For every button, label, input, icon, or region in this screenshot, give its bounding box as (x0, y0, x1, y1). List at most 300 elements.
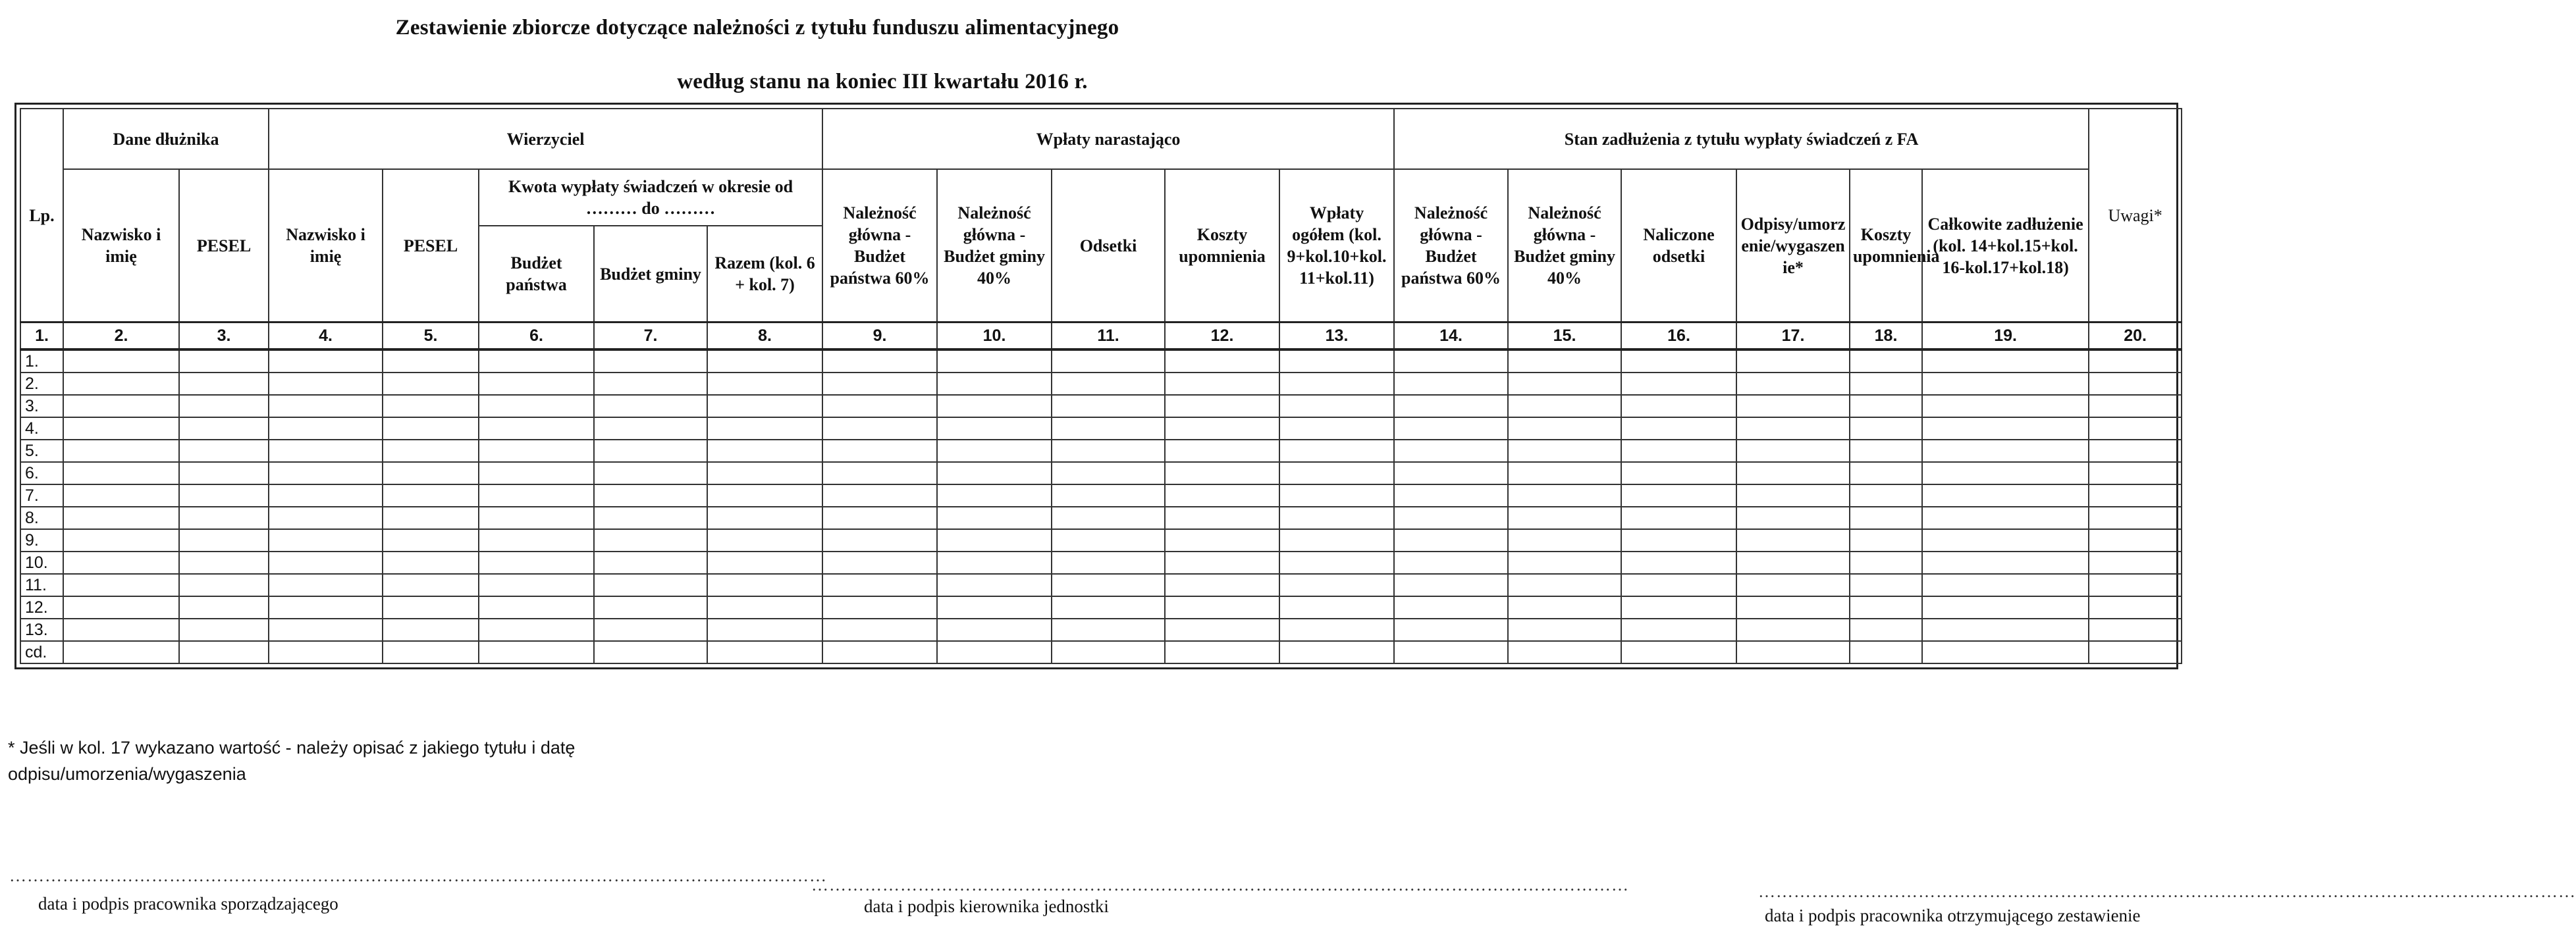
table-cell[interactable] (1165, 417, 1279, 440)
table-cell[interactable] (822, 373, 937, 395)
table-cell[interactable] (269, 484, 383, 507)
table-cell[interactable] (1165, 529, 1279, 552)
table-cell[interactable] (383, 484, 479, 507)
table-cell[interactable] (269, 462, 383, 484)
table-cell[interactable] (179, 507, 269, 529)
table-cell[interactable] (1165, 507, 1279, 529)
signature-line-recipient: ………………………………………………………………………………………………………………………… (1758, 882, 2576, 901)
table-cell[interactable] (1165, 395, 1279, 417)
header-debt-commune-budget: Należność główna - Budżet gminy 40% (1508, 169, 1621, 322)
table-cell[interactable] (1850, 373, 1922, 395)
table-cell[interactable] (1922, 641, 2089, 663)
table-cell[interactable] (937, 507, 1052, 529)
table-cell[interactable] (1508, 596, 1621, 619)
table-cell[interactable] (1736, 440, 1850, 462)
table-cell[interactable] (1394, 395, 1508, 417)
table-cell[interactable] (1922, 349, 2089, 373)
table-cell[interactable] (1279, 619, 1394, 641)
table-cell[interactable] (1052, 507, 1165, 529)
table-cell[interactable] (937, 373, 1052, 395)
table-cell[interactable] (179, 440, 269, 462)
table-cell[interactable] (2089, 373, 2182, 395)
table-cell[interactable] (1165, 373, 1279, 395)
table-cell[interactable] (63, 395, 179, 417)
table-cell[interactable] (63, 619, 179, 641)
table-cell[interactable] (479, 417, 594, 440)
column-number: 2. (63, 322, 179, 350)
table-cell[interactable] (1508, 373, 1621, 395)
table-cell[interactable] (594, 349, 707, 373)
table-cell[interactable] (1922, 440, 2089, 462)
table-cell[interactable] (1165, 440, 1279, 462)
table-cell[interactable] (1736, 596, 1850, 619)
table-cell[interactable] (1922, 619, 2089, 641)
table-cell[interactable] (479, 440, 594, 462)
table-cell[interactable] (479, 373, 594, 395)
table-cell[interactable] (822, 484, 937, 507)
table-cell[interactable] (179, 395, 269, 417)
table-cell[interactable] (1850, 462, 1922, 484)
table-cell[interactable] (383, 417, 479, 440)
table-cell[interactable] (937, 462, 1052, 484)
table-cell[interactable] (1052, 641, 1165, 663)
table-cell[interactable] (707, 641, 822, 663)
table-cell[interactable] (1621, 373, 1736, 395)
table-cell[interactable] (1052, 552, 1165, 574)
table-cell[interactable] (269, 417, 383, 440)
column-number: 13. (1279, 322, 1394, 350)
table-cell[interactable] (479, 596, 594, 619)
table-cell[interactable] (1508, 462, 1621, 484)
table-cell[interactable] (2089, 641, 2182, 663)
table-cell[interactable] (1508, 417, 1621, 440)
table-cell[interactable] (2089, 395, 2182, 417)
table-cell[interactable] (1165, 552, 1279, 574)
table-cell[interactable] (1922, 373, 2089, 395)
table-cell[interactable] (822, 619, 937, 641)
table-cell[interactable] (1850, 574, 1922, 596)
table-cell[interactable] (1279, 462, 1394, 484)
table-cell[interactable] (594, 440, 707, 462)
table-cell[interactable] (1736, 619, 1850, 641)
table-cell[interactable] (1394, 529, 1508, 552)
table-cell[interactable] (179, 349, 269, 373)
table-cell[interactable] (2089, 462, 2182, 484)
signature-label-head: data i podpis kierownika jednostki (864, 896, 1109, 916)
row-number: 11. (20, 574, 63, 596)
table-cell[interactable] (1052, 574, 1165, 596)
table-cell[interactable] (1052, 349, 1165, 373)
table-cell[interactable] (1736, 462, 1850, 484)
table-cell[interactable] (1922, 507, 2089, 529)
table-cell[interactable] (1736, 507, 1850, 529)
table-cell[interactable] (707, 619, 822, 641)
table-cell[interactable] (179, 529, 269, 552)
table-cell[interactable] (1922, 417, 2089, 440)
table-cell[interactable] (1850, 529, 1922, 552)
table-cell[interactable] (1508, 552, 1621, 574)
table-cell[interactable] (63, 552, 179, 574)
table-cell[interactable] (707, 484, 822, 507)
table-cell[interactable] (383, 619, 479, 641)
table-cell[interactable] (1850, 395, 1922, 417)
table-cell[interactable] (1508, 574, 1621, 596)
header-benefit-commune-budget: Budżet gminy (594, 226, 707, 322)
table-cell[interactable] (383, 349, 479, 373)
table-cell[interactable] (2089, 596, 2182, 619)
table-cell[interactable] (1165, 596, 1279, 619)
table-cell[interactable] (1052, 596, 1165, 619)
table-cell[interactable] (1165, 574, 1279, 596)
table-cell[interactable] (1736, 574, 1850, 596)
table-cell[interactable] (707, 529, 822, 552)
row-number: 13. (20, 619, 63, 641)
table-cell[interactable] (63, 440, 179, 462)
table-cell[interactable] (1508, 619, 1621, 641)
table-cell[interactable] (1922, 462, 2089, 484)
table-cell[interactable] (822, 462, 937, 484)
table-cell[interactable] (822, 552, 937, 574)
table-cell[interactable] (1736, 349, 1850, 373)
table-cell[interactable] (479, 395, 594, 417)
table-cell[interactable] (1850, 552, 1922, 574)
header-group-creditor: Wierzyciel (269, 109, 822, 169)
table-cell[interactable] (1279, 507, 1394, 529)
table-cell[interactable] (594, 641, 707, 663)
table-cell[interactable] (707, 507, 822, 529)
table-cell[interactable] (1508, 349, 1621, 373)
table-cell[interactable] (269, 440, 383, 462)
table-cell[interactable] (822, 395, 937, 417)
table-cell[interactable] (1165, 641, 1279, 663)
table-cell[interactable] (822, 417, 937, 440)
table-cell[interactable] (1394, 417, 1508, 440)
table-cell[interactable] (1922, 529, 2089, 552)
table-cell[interactable] (2089, 574, 2182, 596)
table-cell[interactable] (594, 395, 707, 417)
table-cell[interactable] (1508, 484, 1621, 507)
table-cell[interactable] (1052, 619, 1165, 641)
table-cell[interactable] (707, 462, 822, 484)
table-cell[interactable] (937, 349, 1052, 373)
table-cell[interactable] (269, 596, 383, 619)
table-cell[interactable] (1621, 552, 1736, 574)
table-cell[interactable] (594, 373, 707, 395)
table-cell[interactable] (594, 462, 707, 484)
table-cell[interactable] (1508, 440, 1621, 462)
table-cell[interactable] (1052, 529, 1165, 552)
table-cell[interactable] (1279, 440, 1394, 462)
table-cell[interactable] (1279, 596, 1394, 619)
table-cell[interactable] (479, 574, 594, 596)
table-cell[interactable] (383, 641, 479, 663)
table-cell[interactable] (63, 529, 179, 552)
table-cell[interactable] (269, 619, 383, 641)
table-cell[interactable] (269, 395, 383, 417)
table-cell[interactable] (937, 484, 1052, 507)
table-cell[interactable] (1850, 641, 1922, 663)
table-cell[interactable] (383, 529, 479, 552)
table-cell[interactable] (1394, 574, 1508, 596)
row-number: cd. (20, 641, 63, 663)
footnote (8, 735, 930, 787)
header-creditor-name: Nazwisko i imię (269, 169, 383, 322)
table-cell[interactable] (2089, 349, 2182, 373)
table-cell[interactable] (707, 395, 822, 417)
table-cell[interactable] (1621, 462, 1736, 484)
table-row (20, 552, 2182, 574)
table-cell[interactable] (1279, 529, 1394, 552)
table-cell[interactable] (2089, 507, 2182, 529)
table-cell[interactable] (1850, 507, 1922, 529)
table-cell[interactable] (1621, 507, 1736, 529)
table-cell[interactable] (1052, 395, 1165, 417)
table-cell[interactable] (2089, 552, 2182, 574)
table-cell[interactable] (1850, 349, 1922, 373)
header-remarks: Uwagi* (2089, 109, 2182, 322)
table-cell[interactable] (63, 484, 179, 507)
table-cell[interactable] (707, 552, 822, 574)
table-cell[interactable] (1736, 552, 1850, 574)
table-cell[interactable] (1736, 484, 1850, 507)
table-cell[interactable] (383, 440, 479, 462)
table-cell[interactable] (1621, 440, 1736, 462)
table-cell[interactable] (479, 529, 594, 552)
table-cell[interactable] (269, 552, 383, 574)
table-cell[interactable] (1052, 440, 1165, 462)
table-cell[interactable] (1508, 529, 1621, 552)
table-cell[interactable] (269, 574, 383, 596)
table-cell[interactable] (63, 596, 179, 619)
header-payment-state-budget: Należność główna - Budżet państwa 60% (822, 169, 937, 322)
table-cell[interactable] (1850, 596, 1922, 619)
table-cell[interactable] (707, 596, 822, 619)
table-cell[interactable] (1279, 373, 1394, 395)
table-cell[interactable] (1394, 507, 1508, 529)
table-cell[interactable] (1279, 574, 1394, 596)
table-cell[interactable] (822, 641, 937, 663)
table-cell[interactable] (1165, 349, 1279, 373)
table-cell[interactable] (937, 417, 1052, 440)
table-cell[interactable] (1165, 462, 1279, 484)
table-cell[interactable] (1394, 462, 1508, 484)
table-cell[interactable] (269, 373, 383, 395)
table-cell[interactable] (1165, 484, 1279, 507)
table-cell[interactable] (1621, 395, 1736, 417)
signature-label-preparer: data i podpis pracownika sporządzającego (38, 894, 338, 914)
table-cell[interactable] (1279, 417, 1394, 440)
table-cell[interactable] (383, 373, 479, 395)
table-cell[interactable] (937, 395, 1052, 417)
table-cell[interactable] (1922, 596, 2089, 619)
table-cell[interactable] (1922, 484, 2089, 507)
table-cell[interactable] (1279, 484, 1394, 507)
table-cell[interactable] (1394, 484, 1508, 507)
table-cell[interactable] (594, 417, 707, 440)
table-cell[interactable] (1394, 552, 1508, 574)
table-cell[interactable] (937, 596, 1052, 619)
table-cell[interactable] (594, 552, 707, 574)
table-cell[interactable] (1621, 596, 1736, 619)
table-cell[interactable] (1736, 529, 1850, 552)
table-cell[interactable] (383, 596, 479, 619)
table-cell[interactable] (2089, 440, 2182, 462)
table-cell[interactable] (1621, 349, 1736, 373)
table-cell[interactable] (594, 596, 707, 619)
table-cell[interactable] (1052, 373, 1165, 395)
table-cell[interactable] (479, 641, 594, 663)
row-number: 1. (20, 349, 63, 373)
table-cell[interactable] (479, 619, 594, 641)
table-cell[interactable] (937, 574, 1052, 596)
table-cell[interactable] (1922, 395, 2089, 417)
table-cell[interactable] (1394, 440, 1508, 462)
table-cell[interactable] (1850, 440, 1922, 462)
table-cell[interactable] (479, 552, 594, 574)
table-row (20, 395, 2182, 417)
table-cell[interactable] (479, 484, 594, 507)
table-cell[interactable] (937, 641, 1052, 663)
table-cell[interactable] (179, 596, 269, 619)
table-cell[interactable] (1621, 574, 1736, 596)
table-cell[interactable] (594, 507, 707, 529)
table-cell[interactable] (822, 574, 937, 596)
row-number: 10. (20, 552, 63, 574)
document-title: Zestawienie zbiorcze dotyczące należności z tytułu funduszu alimentacyjnego (395, 16, 1119, 39)
table-cell[interactable] (1621, 619, 1736, 641)
table-cell[interactable] (179, 462, 269, 484)
table-cell[interactable] (269, 507, 383, 529)
table-cell[interactable] (1394, 349, 1508, 373)
table-cell[interactable] (179, 574, 269, 596)
table-cell[interactable] (707, 373, 822, 395)
table-cell[interactable] (269, 349, 383, 373)
table-cell[interactable] (479, 462, 594, 484)
signature-line-preparer: ………………………………………………………………………………………………………………………… (9, 866, 827, 885)
header-group-payments: Wpłaty narastająco (822, 109, 1394, 169)
column-number: 20. (2089, 322, 2182, 350)
table-cell[interactable] (63, 462, 179, 484)
table-cell[interactable] (822, 529, 937, 552)
table-cell[interactable] (383, 462, 479, 484)
table-cell[interactable] (1850, 484, 1922, 507)
table-cell[interactable] (2089, 529, 2182, 552)
table-cell[interactable] (63, 349, 179, 373)
table-cell[interactable] (479, 349, 594, 373)
column-number: 12. (1165, 322, 1279, 350)
table-cell[interactable] (1279, 641, 1394, 663)
table-cell[interactable] (179, 552, 269, 574)
table-cell[interactable] (822, 440, 937, 462)
table-cell[interactable] (1621, 484, 1736, 507)
table-cell[interactable] (707, 440, 822, 462)
table-cell[interactable] (63, 417, 179, 440)
table-cell[interactable] (1621, 641, 1736, 663)
table-cell[interactable] (707, 574, 822, 596)
table-cell[interactable] (2089, 484, 2182, 507)
table-cell[interactable] (937, 552, 1052, 574)
table-cell[interactable] (937, 619, 1052, 641)
table-cell[interactable] (1736, 417, 1850, 440)
table-cell[interactable] (63, 574, 179, 596)
table-row (20, 349, 2182, 373)
table-cell[interactable] (479, 507, 594, 529)
table-cell[interactable] (1736, 373, 1850, 395)
table-cell[interactable] (2089, 417, 2182, 440)
table-cell[interactable] (63, 507, 179, 529)
table-cell[interactable] (383, 574, 479, 596)
header-benefit-state-budget: Budżet państwa (479, 226, 594, 322)
table-cell[interactable] (179, 619, 269, 641)
column-number: 6. (479, 322, 594, 350)
table-cell[interactable] (179, 373, 269, 395)
table-cell[interactable] (1052, 417, 1165, 440)
table-cell[interactable] (1736, 641, 1850, 663)
table-cell[interactable] (1052, 484, 1165, 507)
table-cell[interactable] (269, 641, 383, 663)
table-cell[interactable] (179, 417, 269, 440)
column-number: 10. (937, 322, 1052, 350)
table-cell[interactable] (1279, 395, 1394, 417)
table-cell[interactable] (63, 373, 179, 395)
row-number: 9. (20, 529, 63, 552)
table-cell[interactable] (594, 574, 707, 596)
table-cell[interactable] (1922, 552, 2089, 574)
table-cell[interactable] (1165, 619, 1279, 641)
table-cell[interactable] (1850, 619, 1922, 641)
table-cell[interactable] (1279, 349, 1394, 373)
table-cell[interactable] (63, 641, 179, 663)
table-cell[interactable] (1621, 529, 1736, 552)
table-cell[interactable] (383, 507, 479, 529)
table-cell[interactable] (822, 507, 937, 529)
table-row (20, 529, 2182, 552)
table-cell[interactable] (822, 349, 937, 373)
table-cell[interactable] (1394, 619, 1508, 641)
table-cell[interactable] (1922, 574, 2089, 596)
table-cell[interactable] (1394, 373, 1508, 395)
table-cell[interactable] (1621, 417, 1736, 440)
table-cell[interactable] (707, 417, 822, 440)
table-cell[interactable] (1508, 395, 1621, 417)
table-cell[interactable] (179, 641, 269, 663)
table-cell[interactable] (937, 440, 1052, 462)
table-cell[interactable] (594, 619, 707, 641)
table-cell[interactable] (1279, 552, 1394, 574)
table-cell[interactable] (1736, 395, 1850, 417)
table-cell[interactable] (1394, 596, 1508, 619)
table-cell[interactable] (937, 529, 1052, 552)
header-debt-writeoffs: Odpisy/umorzenie/wygaszenie* (1736, 169, 1850, 322)
table-cell[interactable] (1850, 417, 1922, 440)
table-cell[interactable] (594, 484, 707, 507)
table-cell[interactable] (1394, 641, 1508, 663)
table-cell[interactable] (1508, 641, 1621, 663)
table-cell[interactable] (1508, 507, 1621, 529)
column-number: 14. (1394, 322, 1508, 350)
table-cell[interactable] (179, 484, 269, 507)
table-cell[interactable] (383, 552, 479, 574)
table-cell[interactable] (707, 349, 822, 373)
column-number: 9. (822, 322, 937, 350)
table-cell[interactable] (1052, 462, 1165, 484)
table-cell[interactable] (269, 529, 383, 552)
table-cell[interactable] (383, 395, 479, 417)
table-cell[interactable] (822, 596, 937, 619)
table-cell[interactable] (594, 529, 707, 552)
header-lp: Lp. (20, 109, 63, 322)
table-cell[interactable] (2089, 619, 2182, 641)
